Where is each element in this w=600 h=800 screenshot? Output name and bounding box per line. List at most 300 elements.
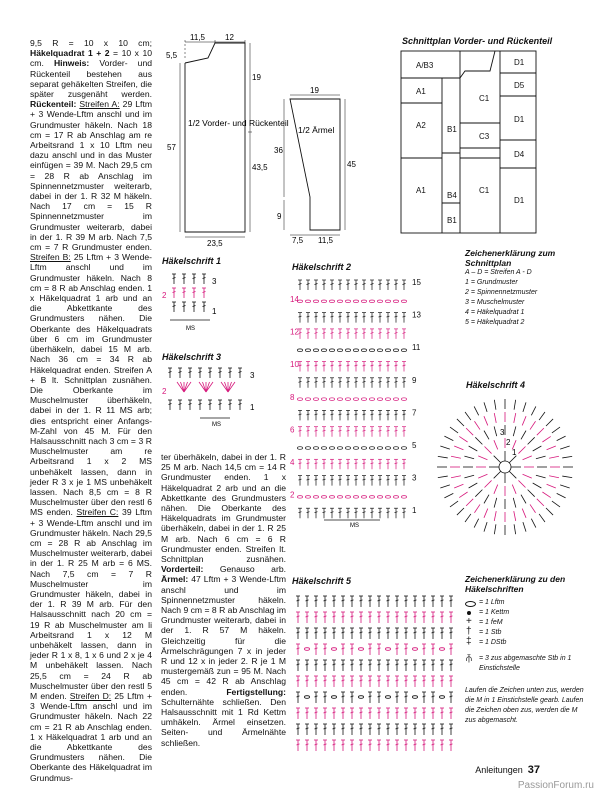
stitch-mark xyxy=(494,456,501,463)
stitch-mark xyxy=(385,300,390,303)
stitch-mark xyxy=(369,664,372,665)
stitch-mark xyxy=(304,648,309,651)
stitch-mark xyxy=(360,680,363,681)
legend-item: ‡ = 1 DStb xyxy=(466,636,507,647)
stitch-mark xyxy=(549,476,559,478)
stitch-mark xyxy=(393,496,398,499)
dim-label: 36 xyxy=(274,146,283,155)
stitch-mark xyxy=(347,332,350,333)
piece-label: 1/2 Vorder- und Rückenteil xyxy=(188,118,289,128)
stitch-mark xyxy=(342,712,345,713)
stitch-mark xyxy=(464,475,474,478)
stitch-mark xyxy=(369,616,372,617)
stitch-mark xyxy=(466,499,473,506)
stitch-mark xyxy=(305,447,310,450)
stitch-mark xyxy=(333,712,336,713)
stitch-mark xyxy=(363,365,366,366)
stitch-mark xyxy=(299,316,302,317)
stitch-mark xyxy=(396,712,399,713)
stitch-mark xyxy=(353,300,358,303)
stitch-mark xyxy=(363,316,366,317)
stitch-mark xyxy=(533,446,542,451)
stitch-mark xyxy=(305,300,310,303)
stitch-mark xyxy=(423,744,426,745)
stitch-mark xyxy=(183,292,186,293)
stitch-mark xyxy=(395,463,398,464)
stitch-mark xyxy=(484,416,488,425)
stitch-mark xyxy=(306,600,309,601)
stitch-mark: 6 xyxy=(290,425,295,435)
stitch-mark xyxy=(369,632,372,633)
stitch-mark xyxy=(423,632,426,633)
stitch-mark xyxy=(423,696,426,697)
legend-item: † = 1 Stb xyxy=(466,626,502,637)
stitch-mark xyxy=(403,414,406,415)
stitch-mark xyxy=(450,712,453,713)
stitch-mark xyxy=(360,712,363,713)
vorderteil-label: Vorderteil: xyxy=(161,564,204,575)
stitch-mark xyxy=(329,300,334,303)
stitch-mark xyxy=(345,300,350,303)
stitch-mark xyxy=(219,404,222,405)
stitch-mark xyxy=(484,431,489,440)
svg-text:2: 2 xyxy=(162,291,167,300)
stitch-mark xyxy=(523,522,526,532)
stitch-mark xyxy=(387,728,390,729)
stitch-mark xyxy=(523,474,532,478)
stitch-mark xyxy=(355,414,358,415)
stitch-mark xyxy=(306,744,309,745)
stitch-mark xyxy=(351,632,354,633)
stitch-mark: 14 xyxy=(290,295,299,304)
stitch-mark xyxy=(499,461,511,473)
stitch-mark xyxy=(494,413,496,423)
stitch-mark xyxy=(307,284,310,285)
stitch-mark xyxy=(514,413,516,423)
stitch-mark xyxy=(552,427,560,433)
stitch-mark xyxy=(324,728,327,729)
stitch-mark xyxy=(299,463,302,464)
stitch-mark xyxy=(432,712,435,713)
stitch-mark xyxy=(542,492,550,498)
stitch-mark xyxy=(484,480,491,487)
stitch-mark xyxy=(387,316,390,317)
stitch-mark xyxy=(369,447,374,450)
stitch-mark xyxy=(459,492,467,498)
stitch-mark xyxy=(474,504,480,512)
stitch-mark xyxy=(414,664,417,665)
stitch-mark xyxy=(297,632,300,633)
stitch-mark xyxy=(494,485,498,494)
stitch-mark xyxy=(305,349,310,352)
stitch-mark xyxy=(315,332,318,333)
stitch-mark xyxy=(189,372,192,373)
stitch-mark xyxy=(321,447,326,450)
stitch-mark xyxy=(513,426,516,436)
stitch-mark xyxy=(299,430,302,431)
stitch-mark xyxy=(355,316,358,317)
stitch-mark xyxy=(313,447,318,450)
stitch-mark xyxy=(414,680,417,681)
stitch-mark xyxy=(363,463,366,464)
stitch-mark xyxy=(530,504,536,512)
stitch-mark xyxy=(323,365,326,366)
stitch-mark xyxy=(363,332,366,333)
stitch-mark xyxy=(522,416,526,425)
stitch-mark xyxy=(228,382,235,392)
stitch-mark xyxy=(342,696,345,697)
stitch-mark xyxy=(509,471,516,478)
stitch-mark xyxy=(331,365,334,366)
stitch-mark xyxy=(347,463,350,464)
double-crochet-icon: † xyxy=(466,626,472,637)
stitch-mark xyxy=(514,511,516,521)
plan-cell-label: D5 xyxy=(514,81,525,90)
stitch-mark xyxy=(432,680,435,681)
stitch-mark xyxy=(358,696,363,699)
stitch-mark xyxy=(533,483,542,488)
stitch-mark xyxy=(315,463,318,464)
haekelschrift-4-chart xyxy=(430,392,580,542)
legend-item: 1 = Grundmuster xyxy=(465,279,518,286)
stitch-mark xyxy=(339,381,342,382)
stitch-mark xyxy=(361,349,366,352)
stitch-mark xyxy=(469,483,478,488)
page-footer xyxy=(475,764,540,776)
stitch-mark xyxy=(324,680,327,681)
stitch-mark xyxy=(423,712,426,713)
stitch-mark xyxy=(331,381,334,382)
stitch-mark xyxy=(305,496,310,499)
stitch-mark xyxy=(378,648,381,649)
stitch-mark xyxy=(401,447,406,450)
stitch-mark xyxy=(518,446,525,453)
stitch-mark xyxy=(546,508,553,515)
stitch-mark xyxy=(331,512,334,513)
stitch-mark xyxy=(329,447,334,450)
stitch-mark xyxy=(321,496,326,499)
stitch-mark xyxy=(297,496,302,499)
haekelschrift-legend xyxy=(465,574,590,726)
stitch-mark xyxy=(379,414,382,415)
stitch-mark xyxy=(457,419,464,426)
instructions-column-1: 9,5 R = 10 x 10 cm; Häkelquadrat 1 + 2 = 10 x 10 cm. Hinweis: Vorder- und Rückenteil bestehen aus separat gehäkelten Streifen, die später zusgenäht werden. Rückenteil: Streifen A: 29 Lftm + 3 Wende-Lftm anschl und im Grundmuster häkeln. Nach 18 cm = 17 R ab Anschlag am re Arbeitsrand 1 x 10 Lftm neu dazu anschl und in das Muster einfügen = 39 M. Nach 29,5 cm = 28 R ab Anschlag im Spinnennetzmuster weiterarb, dabei in der 1. R 32 M häkeln. Nach 17 cm = 15 R Spinnennetzmuster im Grundmuster weiterarb, dabei in der 1. R 39 M arb. Nach 7,5 cm = 7 R Grundmuster enden. Streifen B: 25 Lftm + 3 Wende-Lftm anschl und im Grundmuster häkeln. Nach 8 cm = 8 R ab Anschlag enden. 1 x Häkelquadrat 1 arb und an die Abkettkante des Grundmusters nähen. Die Oberkante des Häkelquadrats über 6 cm im Grundmuster überhäkeln, dabei 15 M arb. Nach 36 cm = 34 R ab Häkelquadrat enden. Streifen A + B lt. Schnittplan zusnähen. Die Oberkante im Muschelmuster überhäkeln, dabei in der 1. R 11 MS arb; dies entspricht einer Anfangs-M-Zahl von 45 M. Für den Halsausschnitt nach 3 cm = 3 R Muschelmuster am re Arbeitsrand 1 x 2 MS unbehäkelt lassen, dann in jeder R 3 x je 1 MS unbehäkelt lassen. Nach 8,5 cm = 8 R Muschelmuster über den restl 6 MS enden. Streifen C: 39 Lftm + 3 Wende-Lftm anschl und im Grundmuster häkeln. Nach 29,5 cm = 28 R ab Anschlag im Muschelmuster weiterarb, dabei in der 1. R 25 M arb = 6 MS. Nach 7,5 cm = 7 R Muschelmuster im Grundmuster häkeln, dabei in der 1. R 39 M arb. Für den Halsausschnitt nach 20 cm = 19 R ab Muschelmuster am li Arbeitsrand 1 x 12 M unbehäkelt lassen, dann in jeder R 1 x 8, 1 x 6 und 2 x je 4 M unbehäkelt lassen. Nach 25,5 cm = 24 R ab Muschelmuster über den restl 5 M enden. Streifen D: 25 Lftm + 3 Wende-Lftm anschl und im Grundmuster häkeln. Nach 22 cm = 21 R ab Anschlag enden. 1 x Häkelquadrat 1 arb und an die Abkettkante des Grundmusters nähen. Die Oberkante des Häkelquadrat im Grundmus- xyxy=(30,38,153,783)
svg-text:2: 2 xyxy=(162,387,167,396)
stitch-mark xyxy=(414,728,417,729)
plan-cell-label: C1 xyxy=(479,186,490,195)
stitch-mark xyxy=(423,600,426,601)
svg-text:2: 2 xyxy=(506,438,511,447)
stitch-mark xyxy=(371,479,374,480)
stitch-mark xyxy=(522,509,526,518)
stitch-mark xyxy=(313,496,318,499)
stitch-mark xyxy=(306,712,309,713)
stitch-mark xyxy=(395,414,398,415)
stitch-mark xyxy=(315,430,318,431)
stitch-mark xyxy=(351,616,354,617)
stitch-mark xyxy=(347,479,350,480)
stitch-mark xyxy=(321,300,326,303)
stitch-mark xyxy=(324,744,327,745)
stitch-mark xyxy=(371,316,374,317)
stitch-mark xyxy=(403,332,406,333)
stitch-mark xyxy=(484,522,487,532)
stitch-mark xyxy=(405,632,408,633)
fertigstellung-label: Fertigstellung: xyxy=(226,686,286,697)
chain-stitch-icon xyxy=(465,601,476,607)
stitch-mark: 8 xyxy=(290,392,295,402)
stitch-mark xyxy=(393,300,398,303)
stitch-mark xyxy=(297,744,300,745)
stitch-mark xyxy=(371,430,374,431)
stitch-mark xyxy=(307,316,310,317)
cluster-stitch-icon: ⫚ xyxy=(466,653,472,664)
stitch-mark xyxy=(351,744,354,745)
stitch-mark xyxy=(206,382,213,392)
stitch-mark xyxy=(333,680,336,681)
stitch-mark xyxy=(396,632,399,633)
stitch-mark xyxy=(355,332,358,333)
stitch-mark xyxy=(528,490,535,497)
stitch-mark xyxy=(203,278,206,279)
stitch-mark xyxy=(339,479,342,480)
stitch-mark xyxy=(387,744,390,745)
stitch-mark xyxy=(385,696,390,699)
plan-cell-label: D4 xyxy=(514,150,525,159)
stitch-mark xyxy=(169,404,172,405)
stitch-mark xyxy=(355,365,358,366)
stitch-mark xyxy=(299,365,302,366)
stitch-mark xyxy=(387,616,390,617)
stitch-mark xyxy=(385,349,390,352)
plan-cell-label: A1 xyxy=(416,87,426,96)
stitch-mark xyxy=(323,479,326,480)
legend-item: = 1 Kettm xyxy=(465,608,590,618)
stitch-mark xyxy=(439,648,444,651)
stitch-mark xyxy=(369,696,372,697)
stitch-mark xyxy=(444,493,453,498)
stitch-mark xyxy=(307,512,310,513)
stitch-mark xyxy=(315,414,318,415)
stitch-mark xyxy=(405,616,408,617)
stitch-mark xyxy=(184,382,188,392)
stitch-mark xyxy=(333,744,336,745)
stitch-mark xyxy=(342,664,345,665)
stitch-mark xyxy=(297,664,300,665)
stitch-mark xyxy=(339,430,342,431)
stitch-mark xyxy=(324,712,327,713)
stitch-mark xyxy=(221,382,228,392)
stitch-mark xyxy=(329,496,334,499)
dim-label: 43,5 xyxy=(252,163,268,172)
stitch-mark xyxy=(369,680,372,681)
dim-label: 45 xyxy=(347,160,356,169)
stitch-mark xyxy=(385,447,390,450)
stitch-mark xyxy=(358,648,363,651)
stitch-mark xyxy=(539,514,545,522)
stitch-mark xyxy=(537,499,544,506)
stitch-mark xyxy=(315,680,318,681)
stitch-mark xyxy=(521,495,526,504)
stitch-mark xyxy=(454,446,463,450)
stitch-mark xyxy=(549,456,559,458)
stitch-mark xyxy=(297,398,302,401)
stitch-mark xyxy=(355,479,358,480)
stitch-mark xyxy=(454,484,463,488)
stitch-mark xyxy=(324,600,327,601)
svg-text:MS: MS xyxy=(350,523,359,529)
stitch-mark xyxy=(315,664,318,665)
stitch-mark xyxy=(494,511,496,521)
stitch-mark xyxy=(441,744,444,745)
stitch-mark xyxy=(297,696,300,697)
stitch-mark xyxy=(193,292,196,293)
stitch-mark xyxy=(369,600,372,601)
stitch-mark xyxy=(305,398,310,401)
stitch-mark xyxy=(209,404,212,405)
stitch-mark xyxy=(562,456,572,458)
stitch-mark xyxy=(387,479,390,480)
stitch-mark xyxy=(379,332,382,333)
stitch-mark xyxy=(547,484,556,488)
stitch-mark xyxy=(206,382,210,392)
stitch-mark xyxy=(323,430,326,431)
stitch-mark xyxy=(331,696,336,699)
stitch-mark xyxy=(360,600,363,601)
stitch-mark xyxy=(351,648,354,649)
stitch-mark xyxy=(181,382,185,392)
slip-stitch-icon xyxy=(467,611,471,615)
stitch-mark xyxy=(331,648,336,651)
stitch-mark xyxy=(450,680,453,681)
dim-label: 12 xyxy=(225,33,234,42)
stitch-mark xyxy=(451,456,461,458)
stitch-mark xyxy=(345,398,350,401)
legend-item: ⫚ = 3 zus abgemaschte Stb in 1 Einstichstelle xyxy=(466,653,572,672)
haekelschrift-5-chart xyxy=(290,590,465,760)
stitch-mark xyxy=(203,382,207,392)
stitch-mark xyxy=(432,696,435,697)
stitch-mark xyxy=(403,430,406,431)
stitch-mark xyxy=(450,744,453,745)
stitch-mark xyxy=(450,600,453,601)
stitch-mark: 15 xyxy=(412,278,421,287)
stitch-mark xyxy=(523,402,526,412)
stitch-mark xyxy=(494,426,497,436)
haekelschrift-3-chart xyxy=(160,362,270,432)
stitch-mark xyxy=(315,728,318,729)
stitch-mark xyxy=(546,419,553,426)
stitch-mark xyxy=(414,632,417,633)
stitch-mark xyxy=(385,648,390,651)
stitch-mark xyxy=(297,680,300,681)
stitch-mark xyxy=(323,381,326,382)
stitch-mark xyxy=(475,490,482,497)
stitch-mark xyxy=(379,381,382,382)
stitch-mark: 10 xyxy=(290,360,299,370)
stitch-mark xyxy=(183,306,186,307)
stitch-mark xyxy=(403,479,406,480)
stitch-mark xyxy=(361,398,366,401)
stitch-mark xyxy=(199,372,202,373)
stitch-mark xyxy=(351,712,354,713)
stitch-mark xyxy=(440,446,450,449)
stitch-mark xyxy=(324,632,327,633)
legend-item: 4 = Häkelquadrat 1 xyxy=(465,309,525,316)
stitch-mark xyxy=(331,430,334,431)
legend-note: Laufen die Zeichen unten zus, werden die M in 1 Einstichstelle gearb. Laufen die Zeichen oben zus, werden die M zus abgemascht. xyxy=(465,687,584,724)
stitch-mark xyxy=(315,600,318,601)
stitch-mark xyxy=(459,436,467,442)
stitch-mark xyxy=(378,728,381,729)
stitch-mark xyxy=(324,664,327,665)
stitch-mark xyxy=(329,398,334,401)
stitch-mark xyxy=(315,712,318,713)
plan-cell-label: D1 xyxy=(514,196,525,205)
stitch-mark xyxy=(441,632,444,633)
stitch-mark xyxy=(396,664,399,665)
stitch-mark xyxy=(465,412,471,420)
stitch-mark xyxy=(395,479,398,480)
dim-label: 5,5 xyxy=(166,51,178,60)
stitch-mark xyxy=(371,463,374,464)
stitch-mark xyxy=(405,664,408,665)
stitch-mark xyxy=(193,306,196,307)
stitch-mark xyxy=(337,300,342,303)
stitch-mark xyxy=(514,524,516,534)
stitch-mark xyxy=(521,431,526,440)
stitch-mark xyxy=(414,616,417,617)
stitch-mark xyxy=(450,427,458,433)
svg-text:1: 1 xyxy=(212,307,217,316)
svg-text:MS: MS xyxy=(186,326,195,332)
stitch-mark xyxy=(378,600,381,601)
stitch-mark xyxy=(342,632,345,633)
stitch-mark xyxy=(450,664,453,665)
stitch-mark xyxy=(450,632,453,633)
stitch-mark xyxy=(304,696,309,699)
stitch-mark xyxy=(333,632,336,633)
stitch-mark xyxy=(315,284,318,285)
stitch-mark xyxy=(239,404,242,405)
stitch-mark xyxy=(377,447,382,450)
legend-item: A – D = Streifen A - D xyxy=(465,269,532,276)
dim-label: 7,5 xyxy=(292,236,304,245)
stitch-mark xyxy=(339,414,342,415)
stitch-mark: 11 xyxy=(412,343,421,353)
schnittplan-legend xyxy=(465,248,585,328)
dim-label: 11,5 xyxy=(318,236,333,245)
stitch-mark xyxy=(531,406,536,415)
stitch-mark xyxy=(339,463,342,464)
stitch-mark xyxy=(432,600,435,601)
plan-cell-label: A/B3 xyxy=(416,61,434,70)
haekelschrift-4-title: Häkelschrift 4 xyxy=(466,380,526,390)
stitch-mark xyxy=(379,316,382,317)
stitch-mark xyxy=(432,744,435,745)
svg-text:1: 1 xyxy=(512,448,517,457)
stitch-mark xyxy=(403,381,406,382)
stitch-mark xyxy=(307,479,310,480)
stitch-mark xyxy=(351,680,354,681)
stitch-mark xyxy=(396,616,399,617)
stitch-mark xyxy=(169,372,172,373)
stitch-mark xyxy=(441,616,444,617)
stitch-mark xyxy=(307,414,310,415)
stitch-mark xyxy=(395,365,398,366)
stitch-mark xyxy=(360,664,363,665)
stitch-mark xyxy=(347,316,350,317)
